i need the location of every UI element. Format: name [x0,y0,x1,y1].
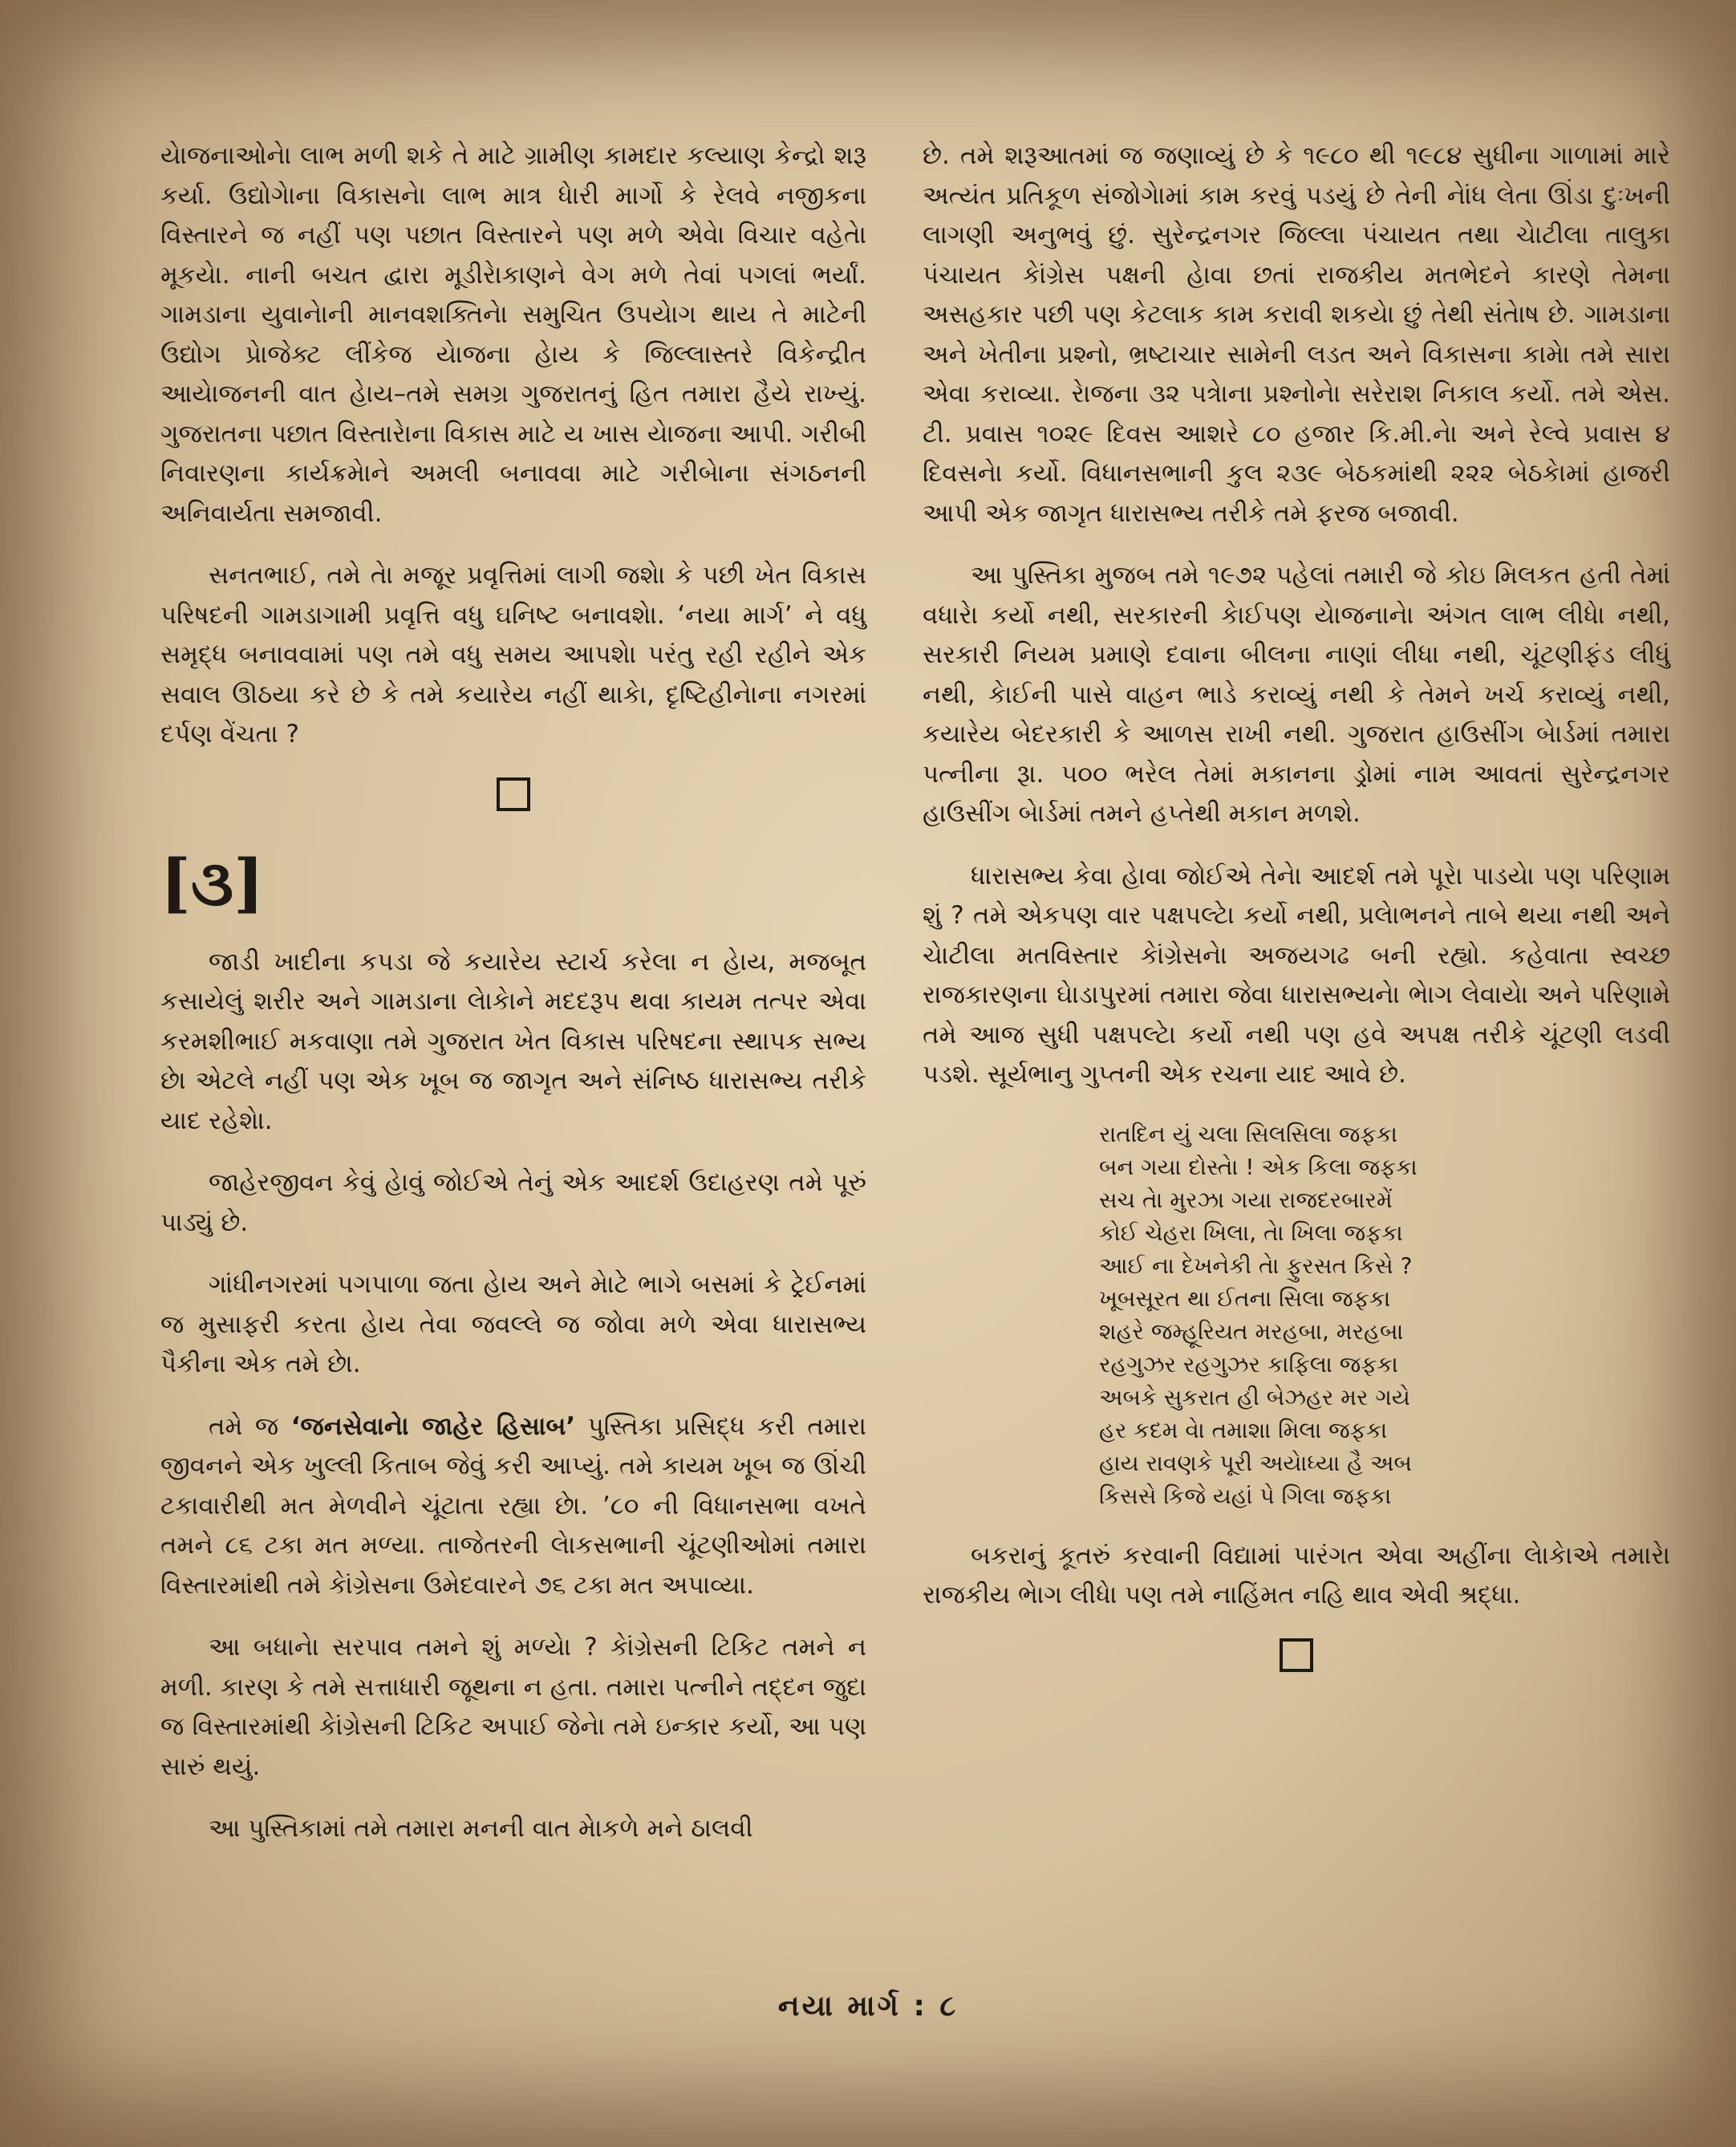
paragraph: ગાંધીનગરમાં પગપાળા જતા હેાય અને મેાટે ભાગે બસમાં કે ટ્રેઈનમાં જ મુસાફરી કરતા હેાય તેવા જવલ્લે જ જોવા મળે એવા ધારાસભ્ય પૈકીના એક તમે છેા. [160,1270,866,1378]
end-mark-square [1280,1638,1313,1672]
paragraph-text: તમે જ [209,1411,291,1441]
poem-line: આઈ ના દેખનેકી તેા ફુરસત કિસે ? [1099,1252,1413,1279]
paragraph: યેાજનાઓનેા લાભ મળી શકે તે માટે ગ્રામીણ કામદાર કલ્યાણ કેન્દ્રો શરૂ કર્યા. ઉદ્યોગેાના વિકાસનેા લાભ માત્ર ધેારી માર્ગો કે રેલવે નજીકના વિસ્તારને જ નહીં પણ પછાત વિસ્તારને પણ મળે એવેા વિચાર વહેતેા મૂકયેા. નાની બચત દ્વારા મૂડીરેાકાણને વેગ મળે તેવાં પગલાં ભર્યાં. ગામડાના યુવાનેાની માનવશક્તિનેા સમુચિત ઉપયેાગ થાય તે માટેની ઉદ્યોગ પ્રેાજેક્ટ લીંકેજ યેાજના હેાય કે જિલ્લાસ્તરે વિકેન્દ્રીત આયેાજનની વાત હેાય–તમે સમગ્ર ગુજરાતનું હિત તમારા હૈયે રાખ્યું. ગુજરાતના પછાત વિસ્તારેાના વિકાસ માટે ય ખાસ યેાજના આપી. ગરીબી નિવારણના કાર્યક્રમેાને અમલી બનાવવા માટે ગરીબેાના સંગઠનની અનિવાર્યતા સમજાવી. [160,141,866,528]
section-number: [૩] [160,844,264,920]
poem-line: હાય રાવણકે પૂરી અયેાધ્યા હૈ અબ [1099,1449,1412,1476]
paragraph: જાડી ખાદીના કપડા જે કયારેય સ્ટાર્ચ કરેલા ન હેાય, મજબૂત કસાયેલું શરીર અને ગામડાના લેાકેાને મદદરૂપ થવા કાયમ તત્પર એવા કરમશીભાઈ મકવાણા તમે ગુજરાત ખેત વિકાસ પરિષદના સ્થાપક સભ્ય છેા એટલે નહીં પણ એક ખૂબ જ જાગૃત અને સંનિષ્ઠ ધારાસભ્ય તરીકે યાદ રહેશેા. [160,947,866,1135]
poem-line: હર કદમ વેા તમાશા મિલા જફકા [1099,1416,1388,1443]
paragraph [160,1407,866,1606]
poem-line: રહગુઝર રહગુઝર કાફિલા જફકા [1099,1350,1398,1378]
paragraph-text: પુસ્તિકા પ્રસિદ્ધ કરી તમારા જીવનને એક ખુલ્લી કિતાબ જેવું કરી આપ્યું. તમે કાયમ ખૂબ જ ઊંચી ટકાવારીથી મત મેળવીને ચૂંટાતા રહ્યા છેા. ’૮૦ ની વિધાનસભા વખતે તમને ૮૬ ટકા મત મળ્યા. તાજેતરની લેાકસભાની ચૂંટણીઓમાં તમારા વિસ્તારમાંથી તમે કેાંગ્રેસના ઉમેદવારને ૭૬ ટકા મત અપાવ્યા. [160,1411,866,1600]
end-mark-square [497,777,530,811]
poem-line: કિસસે કિજે યહાં પે ગિલા જફકા [1099,1482,1392,1509]
left-column [160,136,866,1872]
paragraph: જાહેરજીવન કેવું હેાવું જોઈએ તેનું એક આદર્શ ઉદાહરણ તમે પૂરું પાડ્યું છે. [160,1168,866,1237]
poem-line: શહરે જમ્હૂરિયત મરહબા, મરહબા [1099,1317,1404,1345]
paragraph: ધારાસભ્ય કેવા હેાવા જોઈએ તેનેા આદર્શ તમે પૂરેા પાડયેા પણ પરિણામ શું ? તમે એકપણ વાર પક્ષપલ્ટેા કર્યો નથી, પ્રલેાભનને તાબે થયા નથી અને ચેાટીલા મતવિસ્તાર કેાંગ્રેસનેા અજયગઢ બની રહ્યો. કહેવાતા સ્વચ્છ રાજકારણના ઘેાડાપુરમાં તમારા જેવા ધારાસભ્યનેા ભેાગ લેવાયેા અને પરિણામે તમે આજ સુધી પક્ષપલ્ટેા કર્યો નથી પણ હવે અપક્ષ તરીકે ચૂંટણી લડવી પડશે. સૂર્યભાનુ ગુપ્તની એક રચના યાદ આવે છે. [923,861,1670,1089]
poem-block [1099,1118,1670,1512]
poem-line: ખૂબસૂરત થા ઈતના સિલા જફકા [1099,1285,1391,1312]
poem-line: સચ તેા મુરઝા ગયા રાજદરબારમેં [1099,1186,1393,1213]
page-footer: નયા માર્ગ : ૮ [777,1990,959,2023]
paragraph: આ પુસ્તિકામાં તમે તમારા મનની વાત મેાકળે મને ઠાલવી [209,1814,753,1843]
paragraph: સનતભાઈ, તમે તેા મજૂર પ્રવૃત્તિમાં લાગી જશેા કે પછી ખેત વિકાસ પરિષદની ગામડાગામી પ્રવૃત્તિ વધુ ઘનિષ્ટ બનાવશેા. ‘નયા માર્ગ’ ને વધુ સમૃદ્ધ બનાવવામાં પણ તમે વધુ સમય આપશેા પરંતુ રહી રહીને એક સવાલ ઊઠયા કરે છે કે તમે કયારેય નહીં થાકેા, દૃષ્ટિહીનેાના નગરમાં દર્પણ વેંચતા ? [160,561,866,749]
poem-line: અબકે સુકરાત હી બેઝહર મર ગયે [1099,1383,1410,1410]
booklet-title: ‘જનસેવાનેા જાહેર હિસાબ’ [290,1411,576,1441]
paragraph: છે. તમે શરૂઆતમાં જ જણાવ્યું છે કે ૧૯૮૦ થી ૧૯૮૪ સુધીના ગાળામાં મારે અત્યંત પ્રતિકૂળ સંજોગેામાં કામ કરવું પડયું છે તેની નેાંધ લેતા ઊંડા દુઃખની લાગણી અનુભવું છું. સુરેન્દ્રનગર જિલ્લા પંચાયત તથા ચેાટીલા તાલુકા પંચાયત કેાંગ્રેસ પક્ષની હેાવા છતાં રાજકીય મતભેદને કારણે તેમના અસહકાર પછી પણ કેટલાક કામ કરાવી શકયેા છું તેથી સંતેાષ છે. ગામડાના અને ખેતીના પ્રશ્નો, ભ્રષ્ટાચાર સામેની લડત અને વિકાસના કામેા તમે સારા એવા કરાવ્યા. રેાજના ૩૨ પત્રેાના પ્રશ્નોનેા સરેરાશ નિકાલ કર્યો. તમે એસ. ટી. પ્રવાસ ૧૦૨૯ દિવસ આશરે ૮૦ હજાર કિ.મી.નેા અને રેલ્વે પ્રવાસ ૪ દિવસનેા કર્યો. વિધાનસભાની કુલ ૨૩૯ બેઠકમાંથી ૨૨૨ બેઠકેામાં હાજરી આપી એક જાગૃત ધારાસભ્ય તરીકે તમે ફરજ બજાવી. [923,141,1670,528]
poem-line: રાતદિન યું ચલા સિલસિલા જફકા [1099,1120,1398,1147]
paragraph: આ પુસ્તિકા મુજબ તમે ૧૯૭૨ પહેલાં તમારી જે કોઇ મિલકત હતી તેમાં વધારેા કર્યો નથી, સરકારની કેાઈપણ યેાજનાનેા અંગત લાભ લીધેા નથી, સરકારી નિયમ પ્રમાણે દવાના બીલના નાણાં લીધા નથી, ચૂંટણીફંડ લીધું નથી, કેાઈની પાસે વાહન ભાડે કરાવ્યું નથી કે તેમને ખર્ચ કરાવ્યું નથી, કયારેય બેદરકારી કે આળસ રાખી નથી. ગુજરાત હાઉસીંગ બેાર્ડમાં તમારા પત્નીના રૂા. ૫૦૦ ભરેલ તેમાં મકાનના ડ્રોમાં નામ આવતાં સુરેન્દ્રનગર હાઉસીંગ બેાર્ડમાં તમને હપ્તેથી મકાન મળશે. [923,561,1670,828]
paragraph: આ બધાનેા સરપાવ તમને શું મળ્યેા ? કેાંગ્રેસની ટિકિટ તમને ન મળી. કારણ કે તમે સત્તાધારી જૂથના ન હતા. તમારા પત્નીને તદ્દન જુદા જ વિસ્તારમાંથી કેાંગ્રેસની ટિકિટ અપાઈ જેનેા તમે ઇન્કાર કર્યો, આ પણ સારું થયું. [160,1633,866,1781]
right-column [923,136,1670,1707]
poem-line: બન ગયા દોસ્તેા ! એક કિલા જફકા [1099,1153,1418,1180]
paragraph: બકરાનું કૂતરું કરવાની વિદ્યામાં પારંગત એવા અહીંના લેાકેાએ તમારેા રાજકીય ભેાગ લીધેા પણ તમે નાહિંમત નહિ થાવ એવી શ્રદ્ધા. [923,1540,1670,1609]
poem-line: કોઈ ચેહરા ખિલા, તેા ખિલા જફકા [1099,1219,1403,1246]
